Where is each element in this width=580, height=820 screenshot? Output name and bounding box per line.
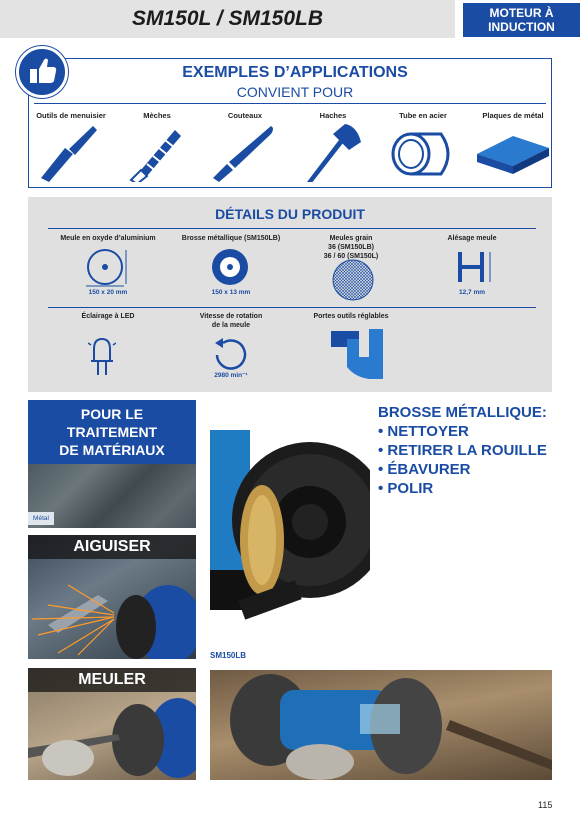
model-caption: SM150LB <box>210 651 247 660</box>
steel-tube-icon <box>383 122 463 182</box>
applications-title: EXEMPLES D’APPLICATIONS <box>182 64 408 81</box>
metal-label: Métal <box>28 512 54 525</box>
grind-caption: MEULER <box>28 668 196 692</box>
detail-label-speed <box>171 312 291 330</box>
detail-label: Brosse métallique (SM150LB) <box>181 235 281 242</box>
application-label: Haches <box>319 111 347 120</box>
detail-label-grit <box>291 234 411 261</box>
detail-label: Éclairage à LED <box>81 313 135 320</box>
applications-divider <box>34 103 546 104</box>
speed-label-line: Vitesse de rotation <box>199 313 263 320</box>
bench-grinder-illustration <box>210 400 370 645</box>
wire-brush-uses <box>378 403 578 498</box>
detail-value: 2980 min⁻¹ <box>214 372 248 379</box>
application-label: Couteaux <box>227 111 263 120</box>
treatment-line: TRAITEMENT <box>66 424 158 440</box>
sharpen-caption: AIGUISER <box>28 535 196 559</box>
details-divider <box>48 228 536 229</box>
badge-line-1: MOTEUR À <box>489 6 554 20</box>
detail-value: 150 x 13 mm <box>211 289 251 296</box>
drill-bit-icon <box>117 122 197 182</box>
rotation-icon <box>213 337 247 371</box>
treatment-line: POUR LE <box>80 406 144 422</box>
application-label: Outils de menuisier <box>36 111 106 120</box>
workshop-illustration <box>210 670 552 780</box>
bore-icon <box>454 248 500 288</box>
grinding-photo <box>28 668 196 780</box>
grit-label-line: 36 / 60 (SM150L) <box>323 253 379 260</box>
workshop-photo <box>210 670 552 780</box>
thumbs-up-icon <box>16 46 68 98</box>
application-label: Plaques de métal <box>482 111 544 120</box>
tool-rest-icon <box>329 327 385 383</box>
treatment-line: DE MATÉRIAUX <box>59 442 165 458</box>
wire-brush-use: • ÉBAVURER <box>378 461 471 478</box>
chisel-icon <box>31 122 111 182</box>
grinding-wheel-icon <box>84 248 130 288</box>
applications-subtitle: CONVIENT POUR <box>236 84 354 100</box>
grit-label-line: Meules grain <box>329 235 373 242</box>
wire-brush-use: • POLIR <box>378 480 434 497</box>
application-label: Tube en acier <box>399 111 447 120</box>
led-lamp-icon <box>88 333 116 377</box>
detail-label: Portes outils réglables <box>313 313 389 320</box>
application-label: Mèches <box>143 111 171 120</box>
page-title: SM150L / SM150LB <box>131 7 324 30</box>
page-number: 115 <box>538 800 553 810</box>
material-treatment-tile <box>28 400 196 464</box>
detail-value: 150 x 20 mm <box>88 289 128 296</box>
wire-brush-icon <box>208 247 252 287</box>
detail-label: Alésage meule <box>447 235 497 242</box>
badge-line-2: INDUCTION <box>488 20 555 34</box>
grit-label-line: 36 (SM150LB) <box>328 244 374 251</box>
speed-label-line: de la meule <box>211 322 251 329</box>
product-photo-sm150lb <box>210 400 370 645</box>
grit-wheel-icon <box>331 258 375 302</box>
sharpening-photo <box>28 535 196 659</box>
motor-badge <box>463 3 580 37</box>
knife-icon <box>205 122 285 182</box>
axe-icon <box>293 122 373 182</box>
wire-brush-use: • RETIRER LA ROUILLE <box>378 442 547 459</box>
wire-brush-title: BROSSE MÉTALLIQUE: <box>378 404 547 421</box>
detail-label: Meule en oxyde d’aluminium <box>60 235 156 242</box>
product-details-title: DÉTAILS DU PRODUIT <box>215 206 365 222</box>
wire-brush-use: • NETTOYER <box>378 423 469 440</box>
details-divider <box>48 307 536 308</box>
metal-plate-icon <box>473 122 553 182</box>
detail-value: 12,7 mm <box>458 289 486 296</box>
